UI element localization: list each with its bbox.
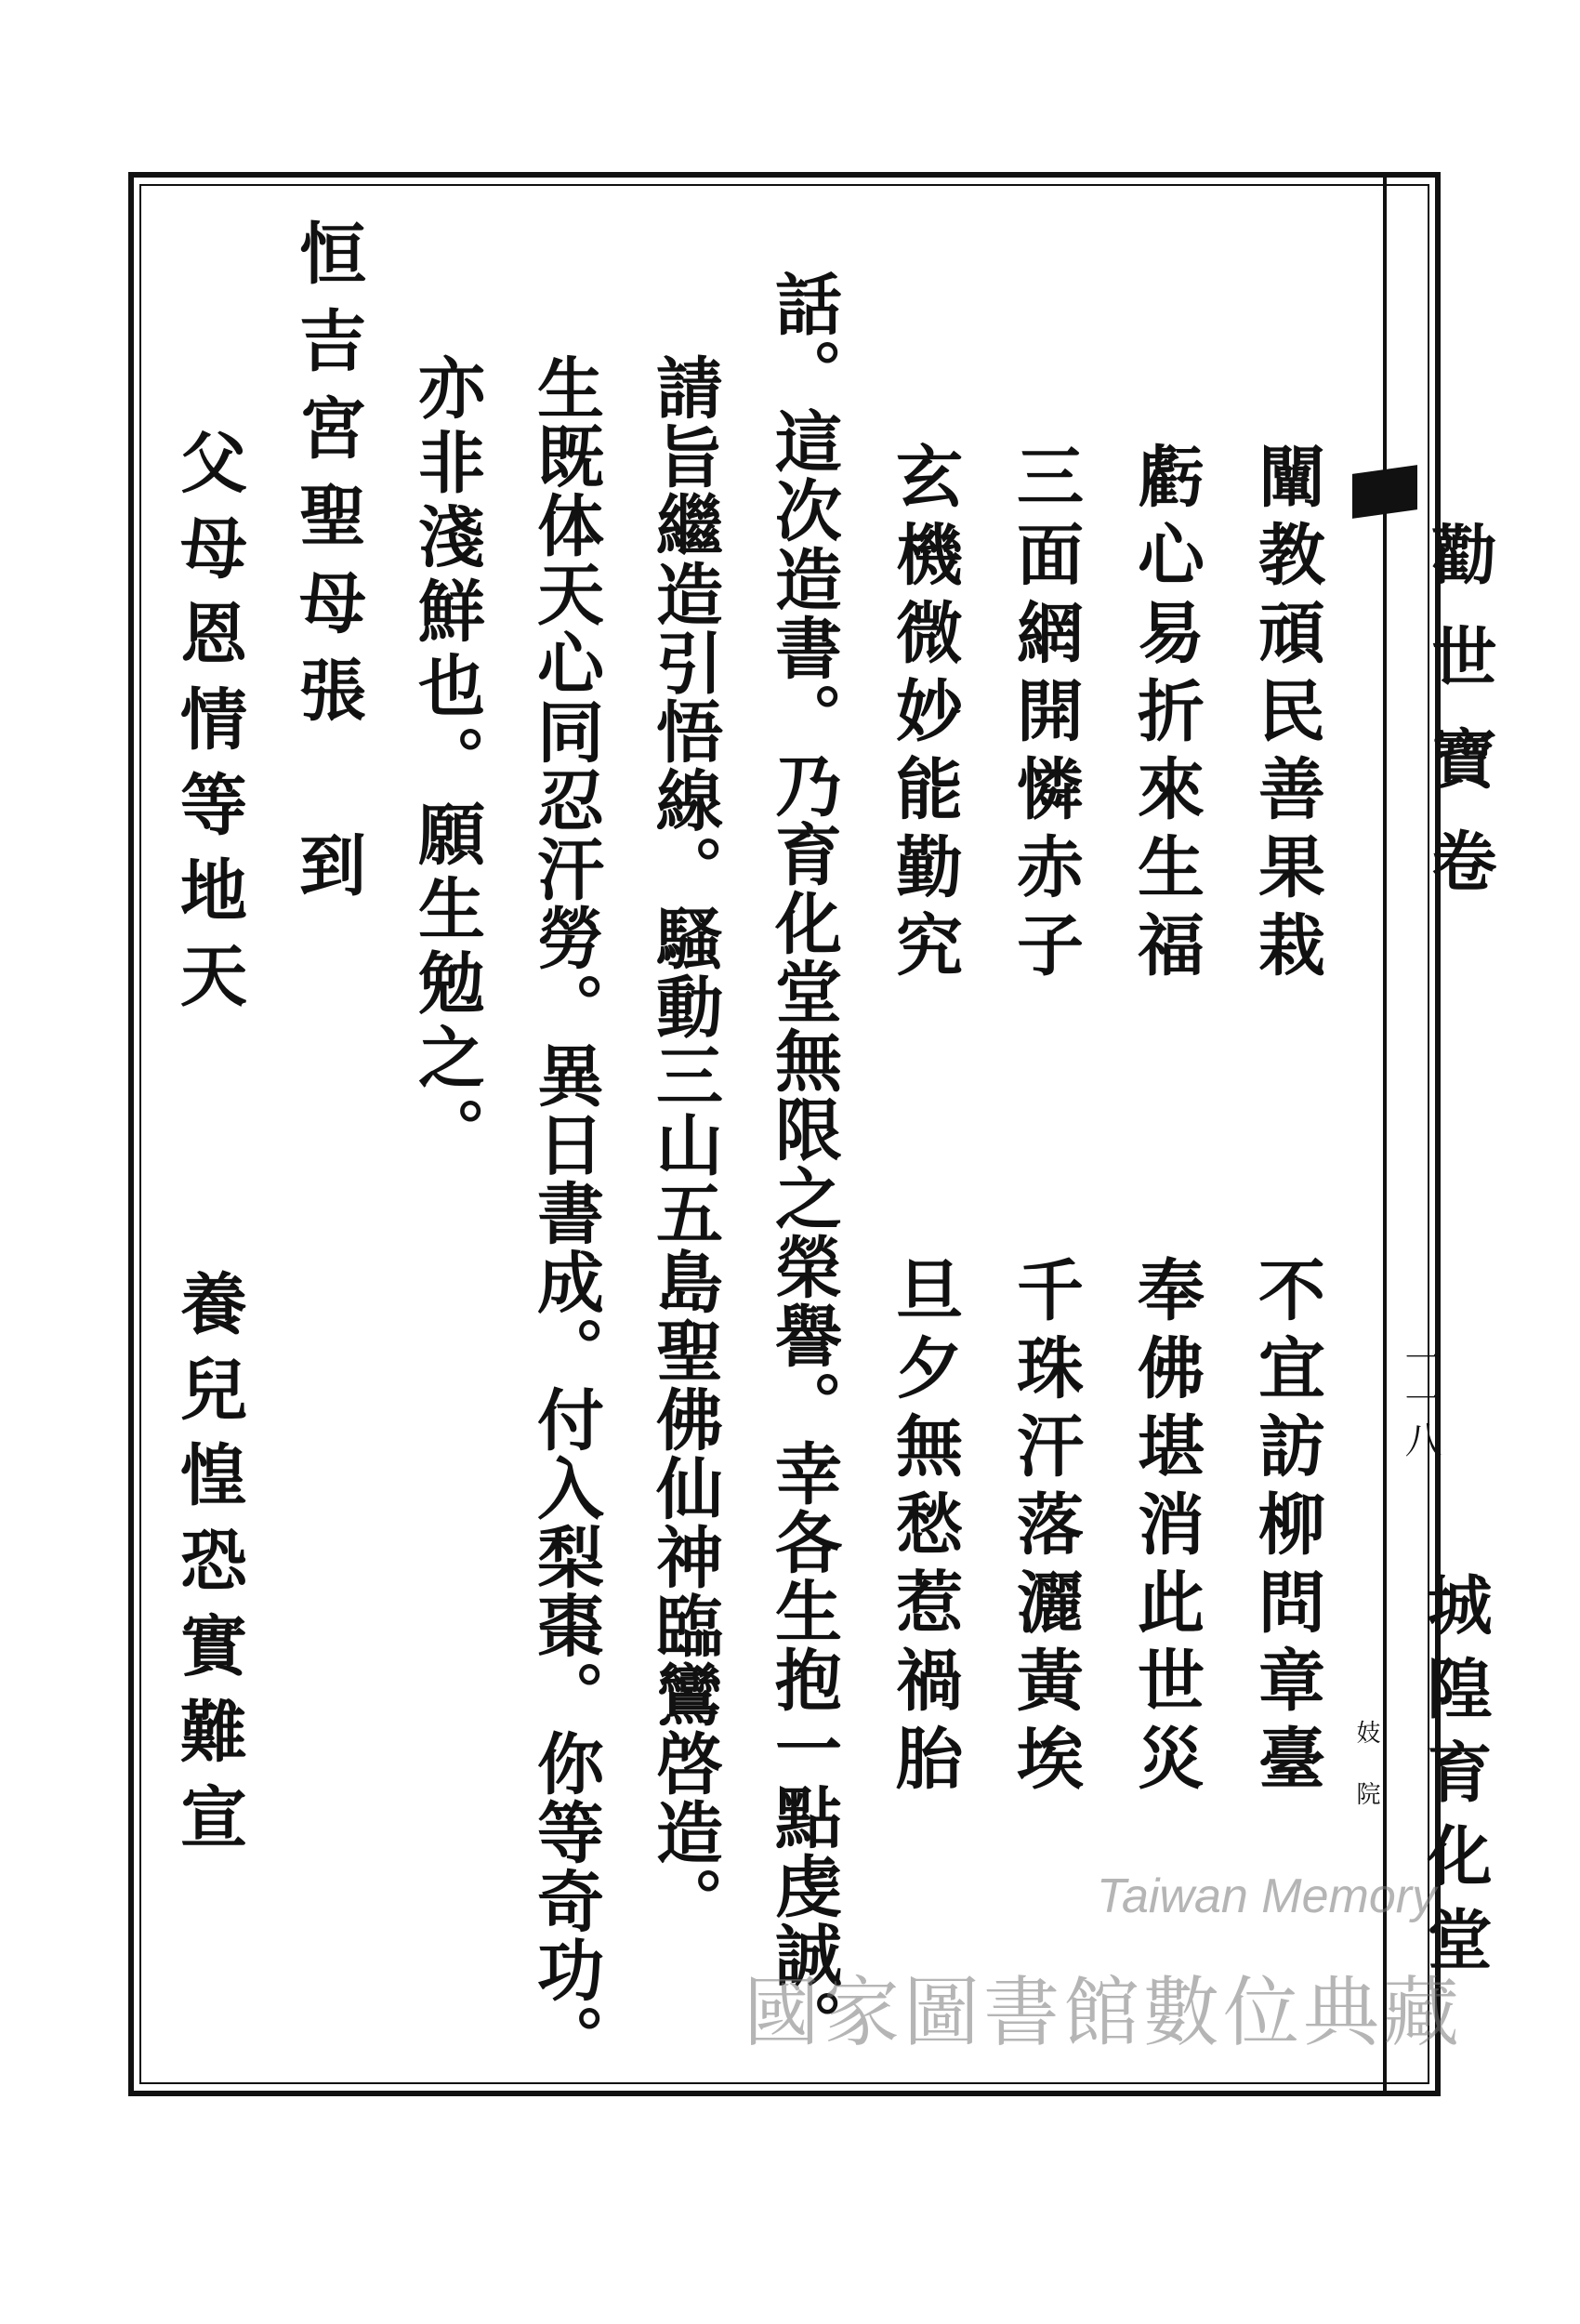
poem-line-4-top: 玄機微妙能勤究 [885, 442, 964, 988]
poem-line-1-top: 闡教頑民善果栽 [1247, 442, 1326, 988]
poem-line-2-bottom: 奉佛堪消此世災 [1126, 1255, 1205, 1802]
margin-black-mark [1352, 465, 1417, 519]
poem-line-3-bottom: 千珠汗落灑黃埃 [1006, 1255, 1085, 1802]
poem-line-2-top: 虧心易折來生福 [1126, 442, 1205, 988]
poem-line-3-top: 三面網開憐赤子 [1006, 442, 1085, 988]
closing-poem-bottom: 養兒惶恐實難宣 [169, 1269, 248, 1868]
poem-line-1-bottom: 不宜訪柳問章臺 [1247, 1255, 1326, 1802]
prose-line-3: 生既体天心同忍汗勞。異日書成。付入梨棗。你等奇功。 [526, 353, 605, 2073]
prose-line-1: 話。這次造書。乃育化堂無限之榮譽。幸各生抱一點虔誠。 [764, 270, 843, 2058]
watermark-chinese: 國家圖書館數位典藏 [744, 1971, 1464, 2055]
deity-signoff: 恒吉宮聖母張 到 [288, 218, 367, 918]
page-number: 一一八 [1399, 1339, 1442, 1461]
poem-line-4-bottom: 旦夕無愁惹禍胎 [885, 1255, 964, 1802]
margin-publisher: 城隍育化堂 [1416, 1571, 1494, 1989]
small-annotation: 妓院 [1352, 1720, 1380, 1842]
prose-line-2: 請旨繼造引悟線。騷動三山五島聖佛仙神臨鸞啓造。 [645, 353, 724, 1935]
closing-poem-top: 父母恩情等地天 [169, 428, 248, 1026]
prose-line-4: 亦非淺鮮也。願生勉之。 [407, 353, 486, 1171]
watermark-english: Taiwan Memory [1097, 1869, 1437, 1923]
margin-title: 勸世寶卷 [1421, 521, 1498, 930]
